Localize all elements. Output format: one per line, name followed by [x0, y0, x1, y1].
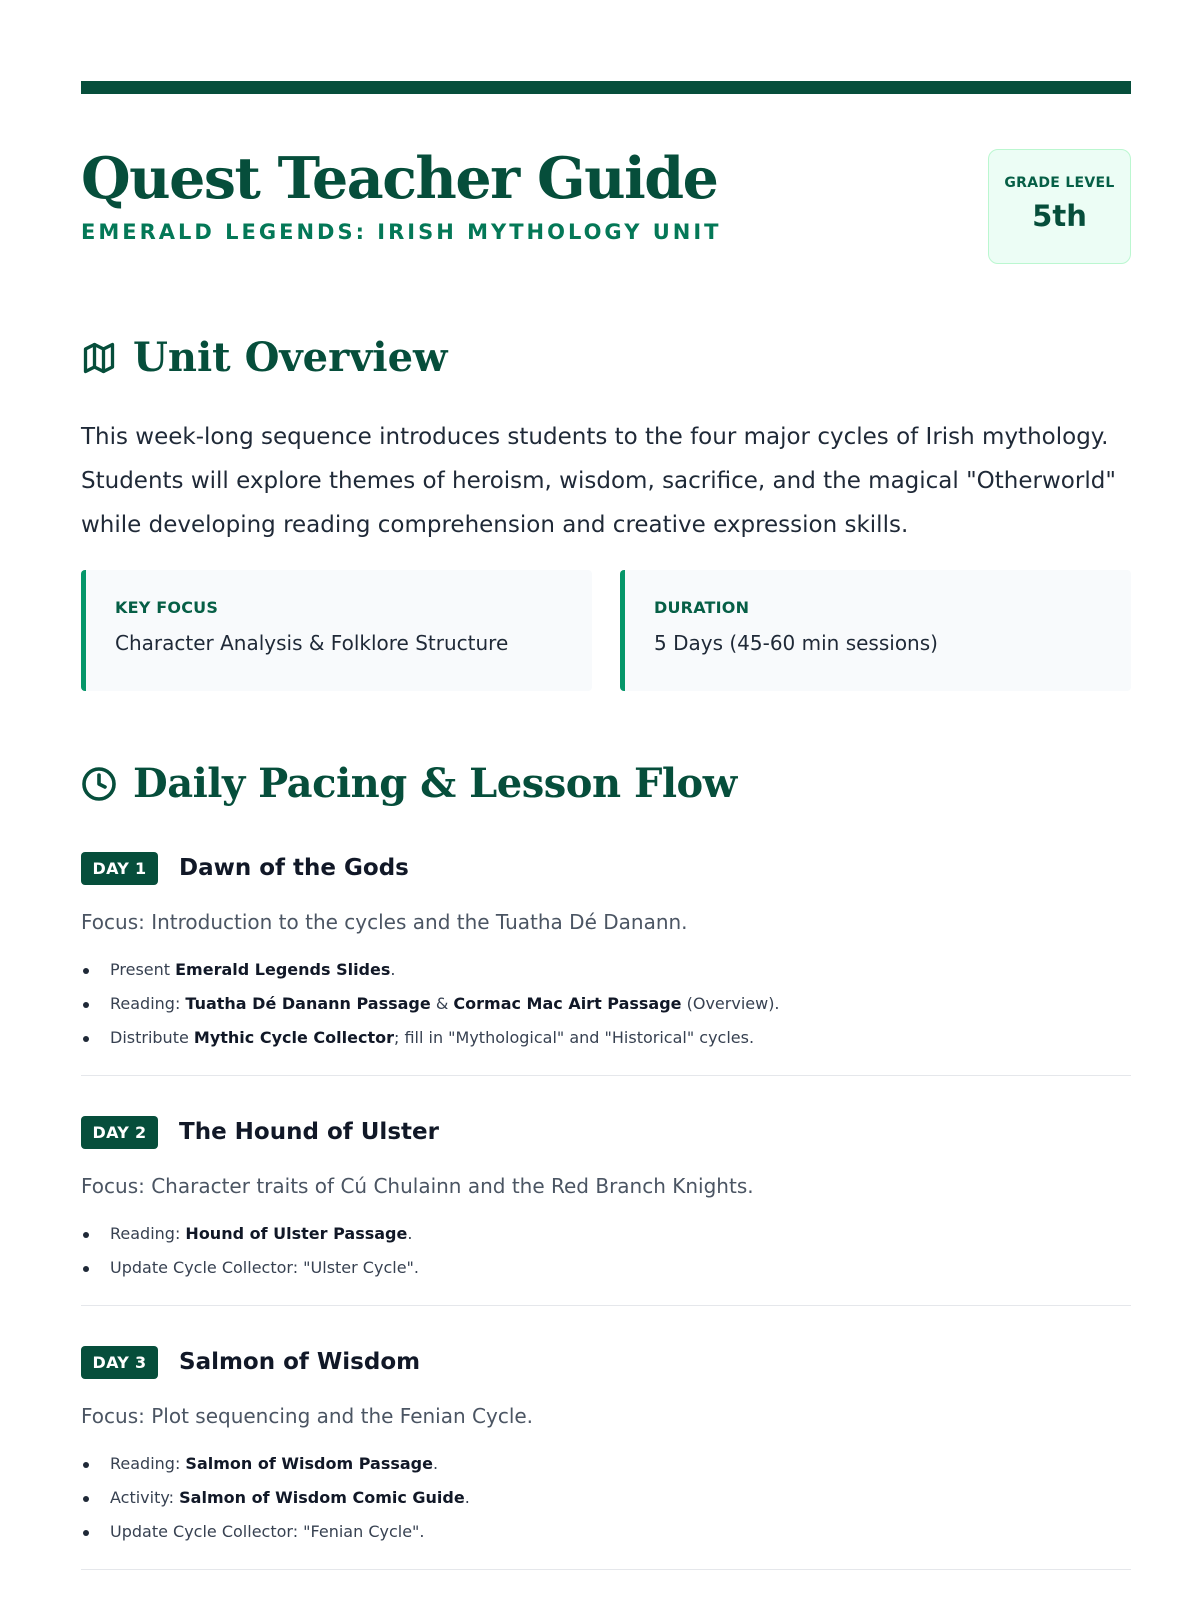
day-2-title: The Hound of Ulster [179, 1119, 439, 1145]
day-3-section [81, 1345, 1131, 1549]
list-item: Update Cycle Collector: "Fenian Cycle". [81, 1515, 1131, 1549]
grade-level-value: 5th [1032, 199, 1087, 233]
day-2-focus: Focus: Character traits of Cú Chulainn and the Red Branch Knights. [81, 1174, 754, 1198]
day-3-title: Salmon of Wisdom [179, 1349, 421, 1375]
day-3-focus: Focus: Plot sequencing and the Fenian Cycle. [81, 1404, 534, 1428]
section-divider [81, 1305, 1131, 1306]
list-item: Present Emerald Legends Slides. [81, 953, 1131, 987]
list-item: Activity: Salmon of Wisdom Comic Guide. [81, 1481, 1131, 1515]
unit-overview-heading [81, 334, 448, 381]
header-accent-bar [81, 81, 1131, 94]
section-divider [81, 1075, 1131, 1076]
day-2-activities [81, 1217, 1131, 1285]
day-3-activities [81, 1447, 1131, 1549]
day-3-badge: DAY 3 [81, 1346, 158, 1379]
daily-pacing-heading-text: Daily Pacing & Lesson Flow [133, 760, 737, 807]
list-item: Update Cycle Collector: "Ulster Cycle". [81, 1251, 1131, 1285]
key-focus-value: Character Analysis & Folklore Structure [115, 631, 509, 655]
list-item: Distribute Mythic Cycle Collector; fill in "Mythological" and "Historical" cycles. [81, 1021, 1131, 1055]
list-item: Reading: Salmon of Wisdom Passage. [81, 1447, 1131, 1481]
unit-overview-text: This week-long sequence introduces students to the four major cycles of Irish mythology. Students will explore themes of heroism, wisdom, sacrifice, and the magical "Otherworld" while developing reading comprehension and creative expression skills. [81, 424, 1116, 538]
key-focus-card [81, 570, 592, 691]
duration-card [620, 570, 1131, 691]
day-1-focus: Focus: Introduction to the cycles and the Tuatha Dé Danann. [81, 910, 688, 934]
day-2-section [81, 1115, 1131, 1285]
unit-overview-heading-text: Unit Overview [133, 334, 448, 381]
daily-pacing-heading [81, 760, 737, 807]
section-divider [81, 1569, 1131, 1570]
day-1-section [81, 851, 1131, 1055]
map-icon [81, 340, 117, 376]
page-subtitle: EMERALD LEGENDS: IRISH MYTHOLOGY UNIT [81, 220, 722, 244]
list-item: Reading: Tuatha Dé Danann Passage & Cormac Mac Airt Passage (Overview). [81, 987, 1131, 1021]
clock-icon [81, 766, 117, 802]
grade-level-label: GRADE LEVEL [1004, 175, 1115, 191]
key-focus-label: KEY FOCUS [115, 598, 219, 617]
day-1-title: Dawn of the Gods [179, 855, 409, 881]
list-item: Reading: Hound of Ulster Passage. [81, 1217, 1131, 1251]
grade-level-badge [988, 149, 1131, 264]
day-2-badge: DAY 2 [81, 1116, 158, 1149]
duration-label: DURATION [654, 598, 750, 617]
page-title: Quest Teacher Guide [81, 145, 718, 212]
day-1-badge: DAY 1 [81, 852, 158, 885]
day-1-activities [81, 953, 1131, 1055]
duration-value: 5 Days (45-60 min sessions) [654, 631, 938, 655]
